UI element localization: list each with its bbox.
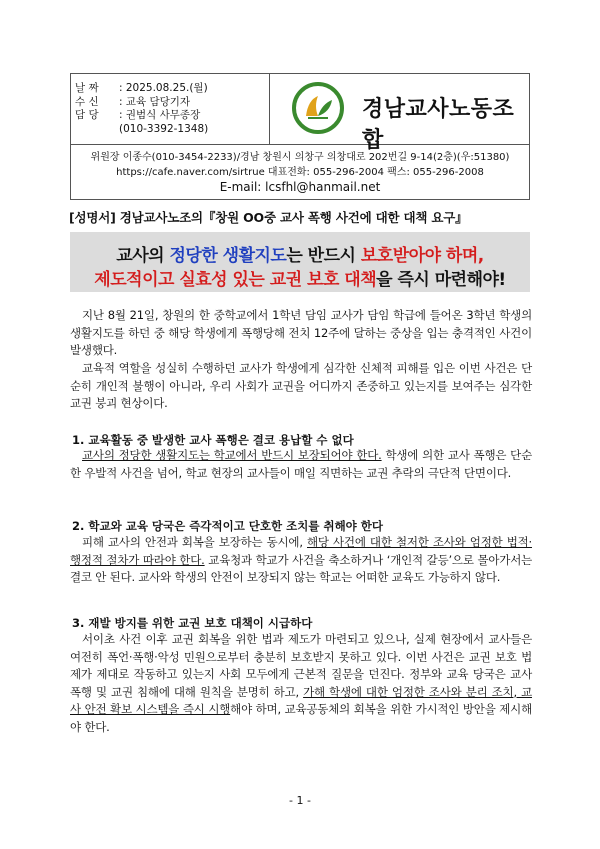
meta-info [71, 74, 270, 145]
headline-text: 는 반드시 [286, 246, 361, 266]
section-1-body [70, 447, 532, 482]
date-value: : 2025.08.25.(월) [119, 82, 208, 94]
recipient-label: 수 신 [75, 95, 99, 108]
intro-paragraph-1: 지난 8월 21일, 창원의 한 중학교에서 1학년 담임 교사가 담임 학급에 들어온 3학년 학생의 생활지도를 하던 중 해당 학생에게 폭행당해 전치 12주에 달하는 중상을 입는 충격적인 사건이 발생했다. [70, 308, 532, 357]
section-2-title: 2. 학교와 교육 당국은 즉각적이고 단호한 조치를 취해야 한다 [72, 519, 384, 533]
headline-box [70, 232, 530, 292]
header-table [70, 73, 530, 200]
section-3-underline: 가해 학생에 대한 엄정한 조사와 분리 조치, 교사 안전 확보 시스템을 즉시 시행 [70, 684, 532, 716]
org-name: 경남교사노동조합 [362, 97, 515, 153]
date-label: 날 짜 [75, 82, 99, 94]
headline-emphasis-red: 보호받아야 하며, [360, 246, 484, 266]
headline-text: 교사의 [116, 246, 170, 266]
section-2-text: 피해 교사의 안전과 회복을 보장하는 동시에, [82, 535, 307, 549]
section-1-text: 학생에 의한 교사 폭행은 단순한 우발적 사건을 넘어, 학교 현장의 교사들이 매일 직면하는 교권 추락의 극단적 단면이다. [70, 448, 533, 480]
section-2-text-rest: 교육청과 학교가 사건을 축소하거나 ‘개인적 갈등’으로 몰아가서는 결코 안 된다. 교사와 학생의 안전이 보장되지 않는 학교는 어떠한 교육도 가능하지 않다. [70, 552, 533, 584]
contact-phone: (010-3392-1348) [119, 122, 209, 135]
headline-emphasis-blue: 정당한 생활지도 [169, 246, 287, 266]
section-3-text-rest: 해야 하며, 교육공동체의 회복을 위한 가시적인 방안을 제시해야 한다. [70, 702, 532, 734]
contact-value: : 권범식 사무종장 [119, 109, 201, 121]
section-3-body [70, 631, 532, 736]
section-3-title: 3. 재발 방지를 위한 교권 보호 대책이 시급하다 [72, 616, 313, 630]
headline-line-1 [70, 241, 530, 266]
page-number: - 1 - [289, 794, 311, 807]
website-phone-fax: https://cafe.naver.com/sirtrue 대표전화: 055-296-2004 팩스: 055-296-2008 [116, 166, 484, 178]
contact-label: 담 당 [75, 109, 99, 121]
chair-address: 위원장 이종수(010-3454-2233)/경남 창원시 의창구 의창대로 202번길 9-14(2층)(우:51380) [90, 151, 510, 163]
headline-emphasis-red: 제도적이고 실효성 있는 교권 보호 대책 [94, 270, 377, 290]
statement-title: [성명서] 경남교사노조의『창원 OO중 교사 폭행 사건에 대한 대책 요구』 [69, 210, 468, 225]
headline-line-2 [70, 265, 530, 290]
section-3-text: 서이초 사건 이후 교권 회복을 위한 법과 제도가 마련되고 있으나, 실제 현장에서 교사들은 여전히 폭언·폭행·악성 민원으로부터 충분히 보호받지 못하고 있다. 이번 사건은 교권 보호 법제가 제대로 작동하고 있는지 사회 모두에게 근본적 질문을 던진다. 정부와 교육 당국은 교사 폭행 및 교권 침해에 대해 원칙을 분명히 하고, [70, 632, 532, 699]
union-logo [292, 82, 344, 134]
recipient-value: : 교육 담당기자 [119, 95, 191, 108]
section-2-underline: 해당 사건에 대한 철저한 조사와 엄정한 법적·행정적 절차가 따라야 한다. [70, 535, 532, 567]
org-cell [270, 74, 530, 153]
intro-paragraph-2: 교육적 역할을 성실히 수행하던 교사가 학생에게 심각한 신체적 피해를 입은 이번 사건은 단순히 개인적 불행이 아니라, 우리 사회가 교권을 어디까지 존중하고 있는지를 보여주는 심각한 교권 붕괴 현상이다. [70, 361, 532, 410]
headline-text: 을 즉시 마련해야! [376, 270, 506, 290]
email: E-mail: lcsfhl@hanmail.net [219, 179, 381, 194]
section-1-title: 1. 교육활동 중 발생한 교사 폭행은 결코 용납할 수 없다 [72, 433, 354, 447]
section-2-body [70, 534, 532, 587]
section-1-underline: 교사의 정당한 생활지도는 학교에서 반드시 보장되어야 한다. [82, 448, 382, 462]
